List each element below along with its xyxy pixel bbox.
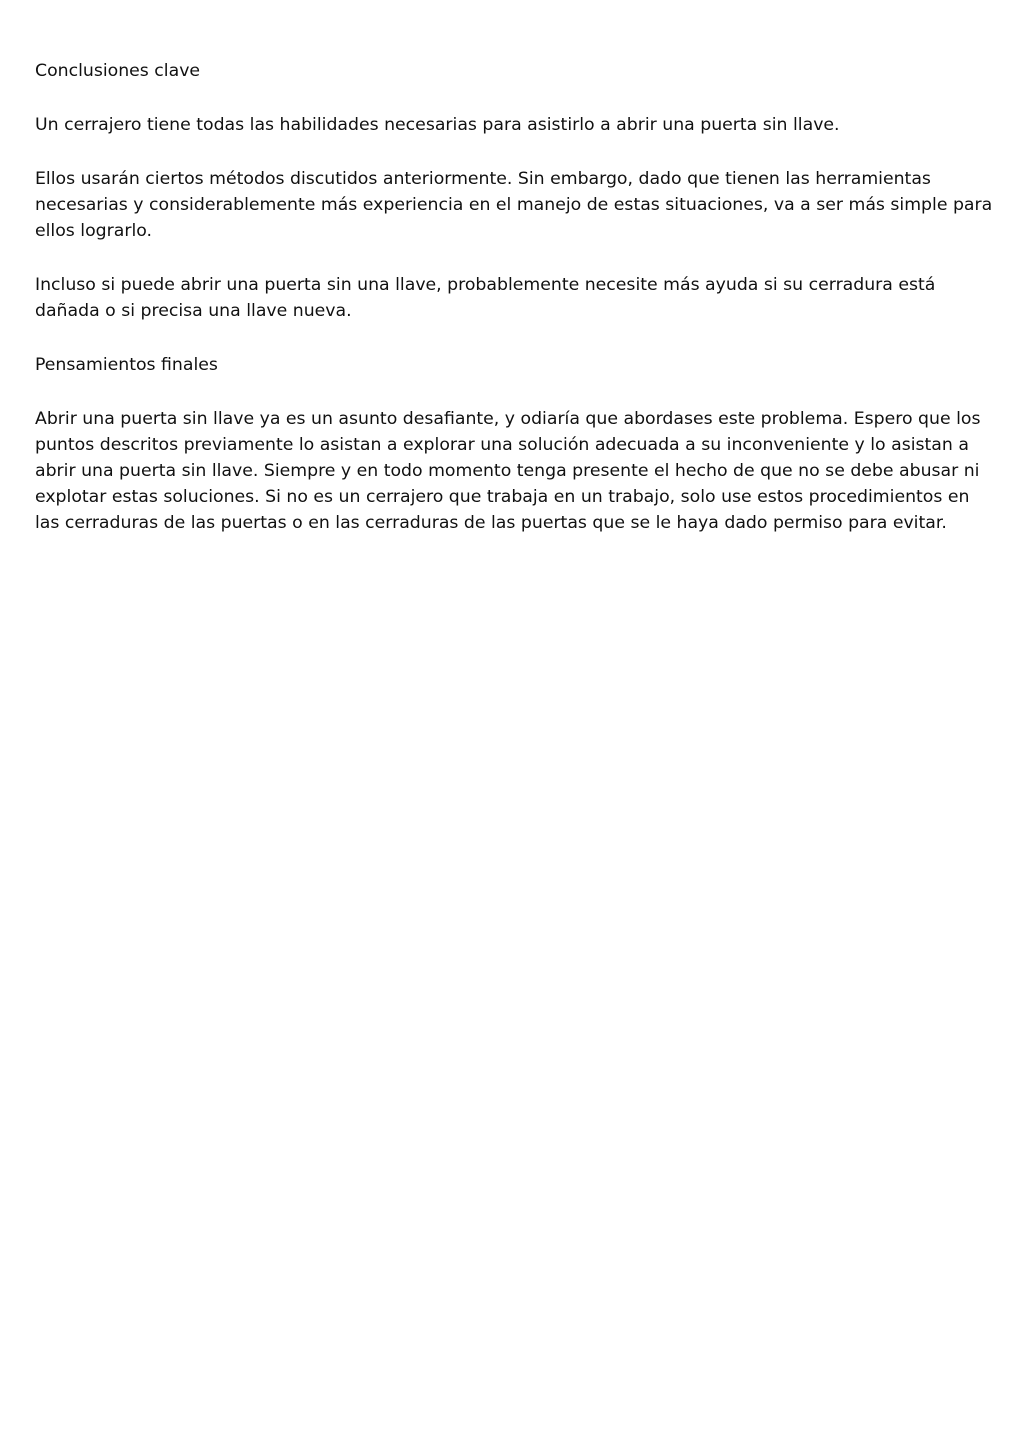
paragraph-final-thoughts: Abrir una puerta sin llave ya es un asunto desafiante, y odiaría que abordases este problema. Espero que los puntos descritos previamente lo asistan a explorar una solución adecuada a su inconveniente y lo asistan a abrir una puerta sin llave. Siempre y en todo momento tenga presente el hecho de que no se debe abusar ni explotar estas soluciones. Si no es un cerrajero que trabaja en un trabajo, solo use estos procedimientos en las cerraduras de las puertas o en las cerraduras de las puertas que se le haya dado permiso para evitar. <box>35 409 981 533</box>
document-page <box>35 58 997 564</box>
section-heading-final-thoughts: Pensamientos finales <box>35 355 218 375</box>
paragraph-methods: Ellos usarán ciertos métodos discutidos anteriormente. Sin embargo, dado que tienen las herramientas necesarias y considerablemente más experiencia en el manejo de estas situaciones, va a ser más simple para ellos lograrlo. <box>35 169 993 241</box>
section-heading-conclusions: Conclusiones clave <box>35 61 201 81</box>
paragraph-damaged-lock: Incluso si puede abrir una puerta sin una llave, probablemente necesite más ayuda si su cerradura está dañada o si precisa una llave nueva. <box>35 275 936 321</box>
paragraph-locksmith-skills: Un cerrajero tiene todas las habilidades necesarias para asistirlo a abrir una puerta sin llave. <box>35 115 840 135</box>
